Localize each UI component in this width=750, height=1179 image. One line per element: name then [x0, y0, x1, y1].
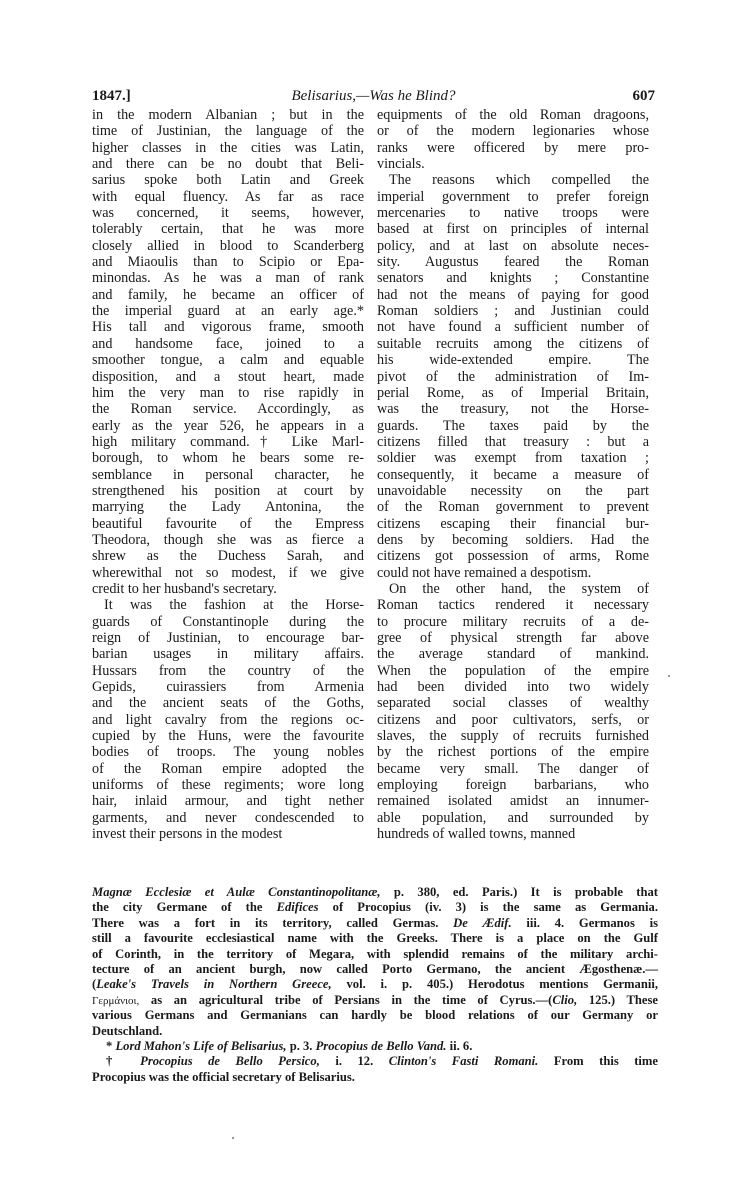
footnote-line: tecture of an ancient burgh, now called Porto Germano, the ancient Ægosthenæ.— — [92, 961, 658, 976]
greek-word: Γερμάνιοι, — [92, 994, 140, 1007]
text-line: reign of Justinian, to encourage bar- — [92, 630, 364, 646]
text-line: the average standard of mankind. — [377, 646, 649, 663]
text-line: the Roman service. Accordingly, as — [92, 401, 364, 418]
footnote-line: Magnæ Ecclesiæ et Aulæ Constantinopolitanæ, p. 380, ed. Paris.) It is probable that — [92, 885, 659, 899]
running-title: Belisarius,—Was he Blind? — [291, 88, 456, 104]
text-line: early as the year 526, he appears in a — [92, 417, 364, 434]
text-line: marrying the Lady Antonina, the — [92, 499, 364, 516]
text-line: ranks were officered by mere pro- — [377, 139, 649, 156]
text-line: was the treasury, not the Horse- — [377, 401, 649, 418]
text-line: and light cavalry from the regions oc- — [92, 711, 364, 728]
text-line: was concerned, it seems, however, — [92, 205, 364, 222]
text-line: barian usages in military affairs. — [92, 646, 364, 663]
text-line: of the Roman empire adopted the — [92, 760, 364, 777]
footnote-line: There was a fort in its territory, called Germas. De Ædif. iii. 4. Germanos is — [92, 915, 658, 930]
text-line: or of the modern legionaries whose — [377, 123, 649, 140]
dagger-mark: † — [106, 1054, 141, 1069]
text-line: mercenaries to native troops were — [377, 205, 649, 222]
text-line: uniforms of these regiments; wore long — [92, 777, 364, 794]
scan-speck — [232, 1137, 234, 1139]
text-line: by the richest portions of the empire — [377, 744, 649, 761]
text-line: separated social classes of wealthy — [377, 695, 649, 712]
text-line: imperial government to prefer foreign — [377, 188, 649, 205]
text-line: suitable recruits among the citizens of — [377, 335, 649, 352]
text-line: and handsome face, joined to a — [92, 335, 364, 352]
text-line: invest their persons in the modest — [92, 826, 283, 843]
text-line: him the very man to rise rapidly in — [92, 384, 364, 401]
text-line: guards. The taxes paid by the — [377, 417, 649, 434]
text-line: On the other hand, the system of — [389, 580, 649, 597]
text-line: citizens and poor cultivators, serfs, or — [377, 711, 649, 728]
asterisk-mark: * — [106, 1038, 116, 1053]
footnotes — [92, 885, 658, 1085]
footnote-line: various Germans and Germanians can hardly be blood relations of our Germany or — [92, 1008, 658, 1023]
text-line: Roman soldiers ; and Justinian could — [377, 303, 649, 320]
text-line: closely allied in blood to Scanderberg — [92, 237, 364, 254]
text-line: higher classes in the cities was Latin, — [92, 139, 364, 156]
text-line: It was the fashion at the Horse- — [104, 597, 364, 614]
text-line: soldier was exempt from taxation ; — [377, 450, 649, 467]
text-line: and there can be no doubt that Beli- — [92, 156, 364, 173]
footnote-line: (Leake's Travels in Northern Greece, vol. i. p. 405.) Herodotus mentions Germanii, — [92, 977, 658, 992]
text-line: minondas. As he was a man of rank — [92, 270, 364, 287]
text-line: credit to her husband's secretary. — [92, 580, 277, 597]
text-line: had not the means of paying for good — [377, 286, 649, 303]
text-line: perial Rome, as of Imperial Britain, — [377, 384, 649, 401]
text-line: bodies of troops. The young nobles — [92, 744, 364, 761]
text-line: citizens escaping their financial bur- — [377, 515, 649, 532]
text-line: Roman tactics rendered it necessary — [377, 597, 649, 614]
text-line: remained isolated amidst an innumer- — [377, 793, 649, 810]
footnote-line: Deutschland. — [92, 1023, 163, 1038]
text-line: wherewithal not so modest, if we give — [92, 564, 364, 581]
text-line: strengthened his position at court by — [92, 482, 364, 499]
right-column — [377, 107, 649, 842]
text-line: employing foreign barbarians, who — [377, 777, 649, 794]
footnote-line: still a favourite ecclesiastical name with the Greeks. There is a place on the Gulf — [92, 931, 658, 946]
text-line: cupied by the Huns, were the favourite — [92, 728, 364, 745]
text-line: citizens got possession of arms, Rome — [377, 548, 649, 565]
page-number: 607 — [632, 88, 655, 104]
text-line: unavoidable necessity on the part — [377, 482, 649, 499]
text-line: smoother tongue, a calm and equable — [92, 352, 364, 369]
text-line: citizens filled that treasury : but a — [377, 433, 649, 450]
text-line: time of Justinian, the language of the — [92, 123, 364, 140]
text-line: tolerably certain, that he was more — [92, 221, 364, 238]
text-line: able population, and surrounded by — [377, 809, 649, 826]
text-line: became very small. The danger of — [377, 760, 649, 777]
text-line: senators and knights ; Constantine — [377, 270, 649, 287]
text-line: could not have remained a despotism. — [377, 564, 592, 581]
text-line: policy, and at last on absolute neces- — [377, 237, 649, 254]
text-line: with equal fluency. As far as race — [92, 188, 364, 205]
text-line: sarius spoke both Latin and Greek — [92, 172, 364, 189]
text-line: borough, to whom he bears some re- — [92, 450, 364, 467]
text-line: pivot of the administration of Im- — [377, 368, 649, 385]
left-column — [92, 107, 364, 842]
footnote-line: of Corinth, in the territory of Megara, with splendid remains of the military archi- — [92, 946, 658, 961]
footnote-star: * Lord Mahon's Life of Belisarius, p. 3. Procopius de Bello Vand. ii. 6. — [106, 1038, 473, 1053]
text-line: high military command.† Like Marl- — [92, 433, 364, 450]
text-line: vincials. — [377, 156, 425, 173]
text-line: his wide-extended empire. The — [377, 352, 649, 369]
text-line: guards of Constantinople during the — [92, 613, 364, 630]
text-line: beautiful favourite of the Empress — [92, 515, 364, 532]
margin-mark — [668, 675, 670, 677]
text-line: and family, he became an officer of — [92, 286, 364, 303]
page-header — [92, 88, 655, 108]
text-line: slaves, the supply of recruits furnished — [377, 728, 649, 745]
text-line: garments, and never condescended to — [92, 809, 364, 826]
text-line: disposition, and a stout heart, made — [92, 368, 364, 385]
text-line: Theodora, though she was as fierce a — [92, 531, 364, 548]
footnote-dagger: † Procopius de Bello Persico, i. 12. Clinton's Fasti Romani. From this time — [106, 1054, 658, 1069]
text-line: consequently, it became a measure of — [377, 466, 649, 483]
text-line: hair, inlaid armour, and tight nether — [92, 793, 364, 810]
text-line: sity. Augustus feared the Roman — [377, 254, 649, 271]
text-line: When the population of the empire — [377, 662, 649, 679]
text-line: and Miaoulis than to Scipio or Epa- — [92, 254, 364, 271]
footnote-line: Γερμάνιοι, as an agricultural tribe of Persians in the time of Cyrus.—(Clio, 125.) These — [92, 992, 658, 1007]
text-line: based at first on principles of internal — [377, 221, 649, 238]
text-line: His tall and vigorous frame, smooth — [92, 319, 364, 336]
footnote-line: Procopius was the official secretary of Belisarius. — [92, 1069, 355, 1084]
text-line: shrew as the Duchess Sarah, and — [92, 548, 364, 565]
text-line: Gepids, cuirassiers from Armenia — [92, 679, 364, 696]
text-line: of the Roman government to prevent — [377, 499, 649, 516]
header-year: 1847.] — [92, 88, 131, 104]
text-line: equipments of the old Roman dragoons, — [377, 107, 649, 123]
text-line: Hussars from the country of the — [92, 662, 364, 679]
text-line: to procure military recruits of a de- — [377, 613, 649, 630]
text-line: in the modern Albanian ; but in the — [92, 107, 364, 123]
text-line: hundreds of walled towns, manned — [377, 826, 576, 843]
footnote-line: the city Germane of the Edifices of Procopius (iv. 3) is the same as Germania. — [92, 900, 658, 915]
text-line: the imperial guard at an early age.* — [92, 303, 364, 320]
text-line: not have found a sufficient number of — [377, 319, 649, 336]
text-line: dens by becoming soldiers. Had the — [377, 531, 649, 548]
text-line: and the ancient seats of the Goths, — [92, 695, 364, 712]
text-line: gree of physical strength far above — [377, 630, 649, 646]
text-line: semblance in personal character, he — [92, 466, 364, 483]
text-line: The reasons which compelled the — [389, 172, 649, 189]
text-line: had been divided into two widely — [377, 679, 649, 696]
